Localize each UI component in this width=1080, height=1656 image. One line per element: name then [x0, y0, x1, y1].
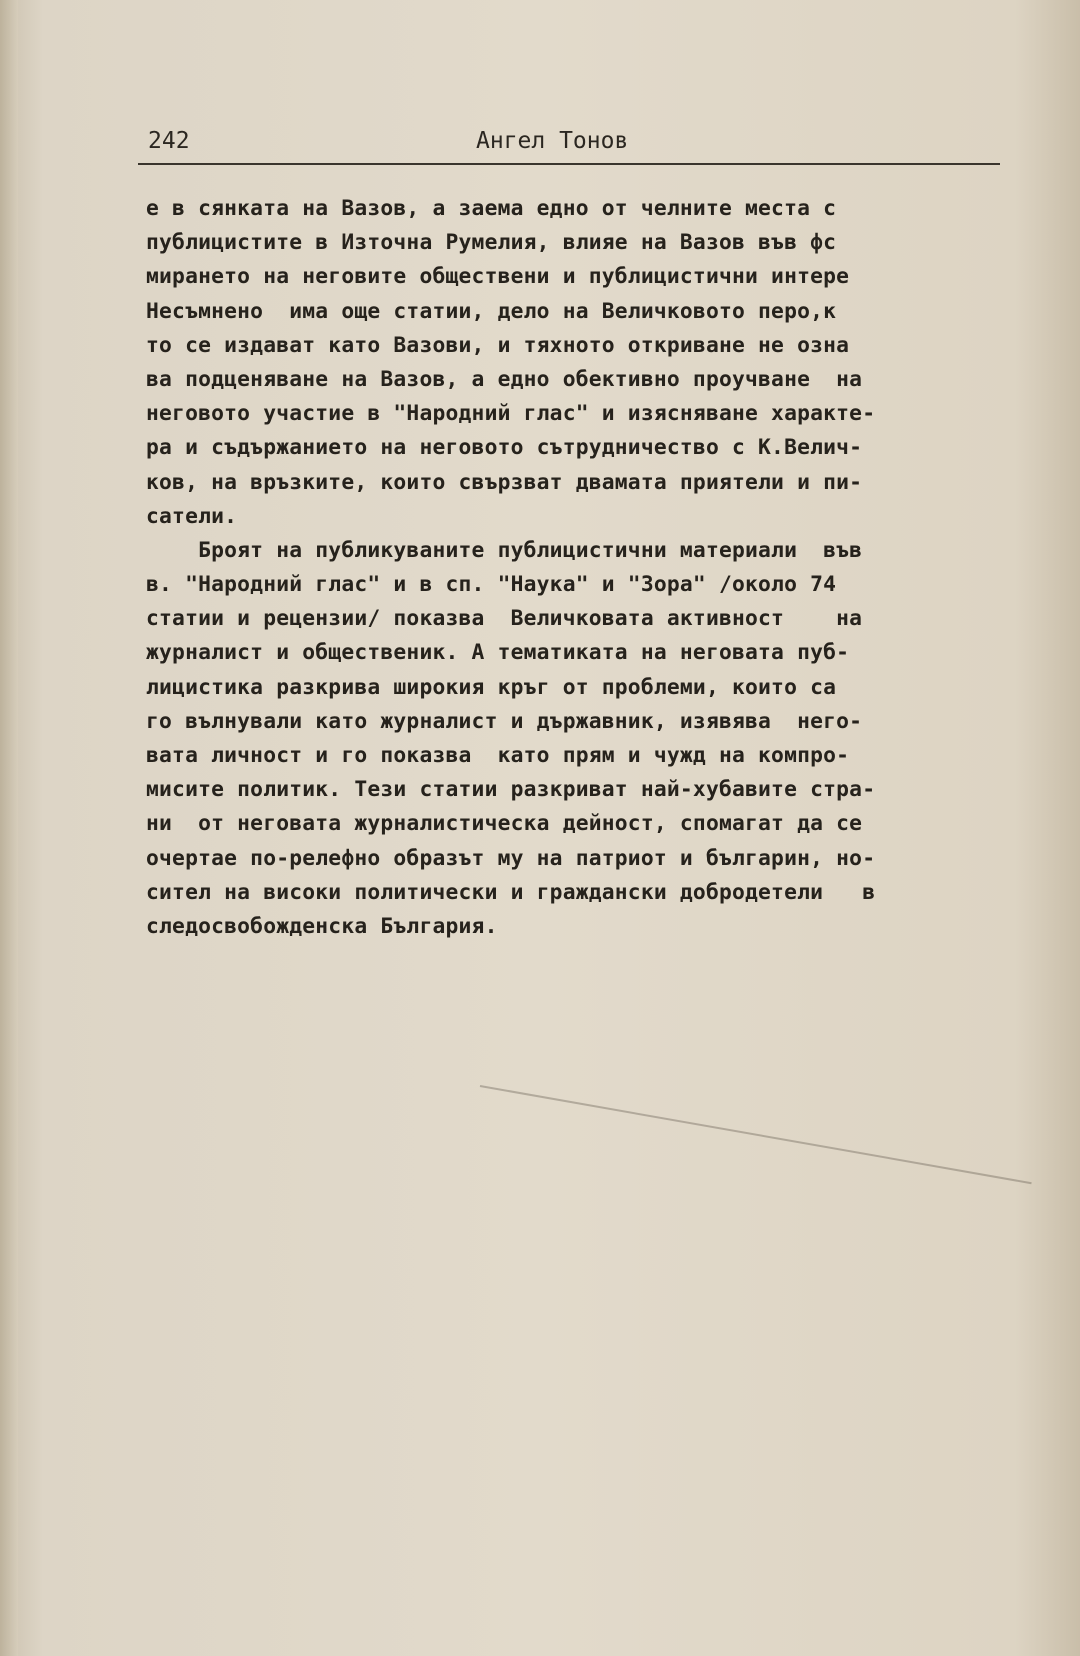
text-line: мирането на неговите обществени и публицистични интере: [146, 264, 850, 290]
text-line: статии и рецензии/ показва Величковата активност на: [146, 606, 863, 632]
text-line: в. "Народний глас" и в сп. "Наука" и "Зора" /около 74: [146, 572, 837, 598]
text-line: то се издават като Вазови, и тяхното откриване не озна: [146, 332, 850, 358]
page-number: 242: [148, 128, 190, 154]
text-line: ков, на връзките, които свързват двамата приятели и пи-: [146, 469, 863, 495]
text-line: е в сянката на Вазов, а заема едно от челните места с: [146, 196, 837, 221]
page-binding-edge: [0, 0, 18, 1656]
running-head: Ангел Тонов: [476, 128, 629, 154]
text-line: го вълнували като журналист и държавник, изявява него-: [146, 708, 863, 734]
text-line: лицистика разкрива широкия кръг от проблеми, които са: [146, 674, 837, 700]
text-line: Несъмнено има още статии, дело на Величковото перо,к: [146, 298, 837, 324]
text-line: публицистите в Източна Румелия, влияе на Вазов във фс: [146, 230, 837, 256]
text-line: ра и съдържанието на неговото сътрудничество с К.Велич-: [146, 435, 863, 461]
text-line: очертае по-релефно образът му на патриот и българин, но-: [146, 845, 876, 871]
body-text: [146, 192, 1046, 944]
text-line: ни от неговата журналистическа дейност, спомагат да се: [146, 811, 863, 837]
text-line: журналист и общественик. А тематиката на неговата пуб-: [146, 640, 850, 666]
text-line: вата личност и го показва като прям и чужд на компро-: [146, 743, 850, 768]
text-line: мисите политик. Тези статии разкриват най-хубавите стра-: [146, 777, 876, 803]
header-rule: [138, 163, 1000, 165]
paper-scratch-mark: [480, 1085, 1032, 1184]
text-line: неговото участие в "Народний глас" и изясняване характе-: [146, 401, 876, 427]
text-line: сатели.: [146, 503, 238, 529]
text-line: ва подценяване на Вазов, а едно обективно проучване на: [146, 366, 863, 392]
text-line: Броят на публикуваните публицистични материали във: [146, 537, 863, 563]
text-line: следосвобожденска България.: [146, 913, 498, 939]
page-header: [140, 126, 1000, 162]
text-line: сител на високи политически и граждански добродетели в: [146, 879, 876, 905]
